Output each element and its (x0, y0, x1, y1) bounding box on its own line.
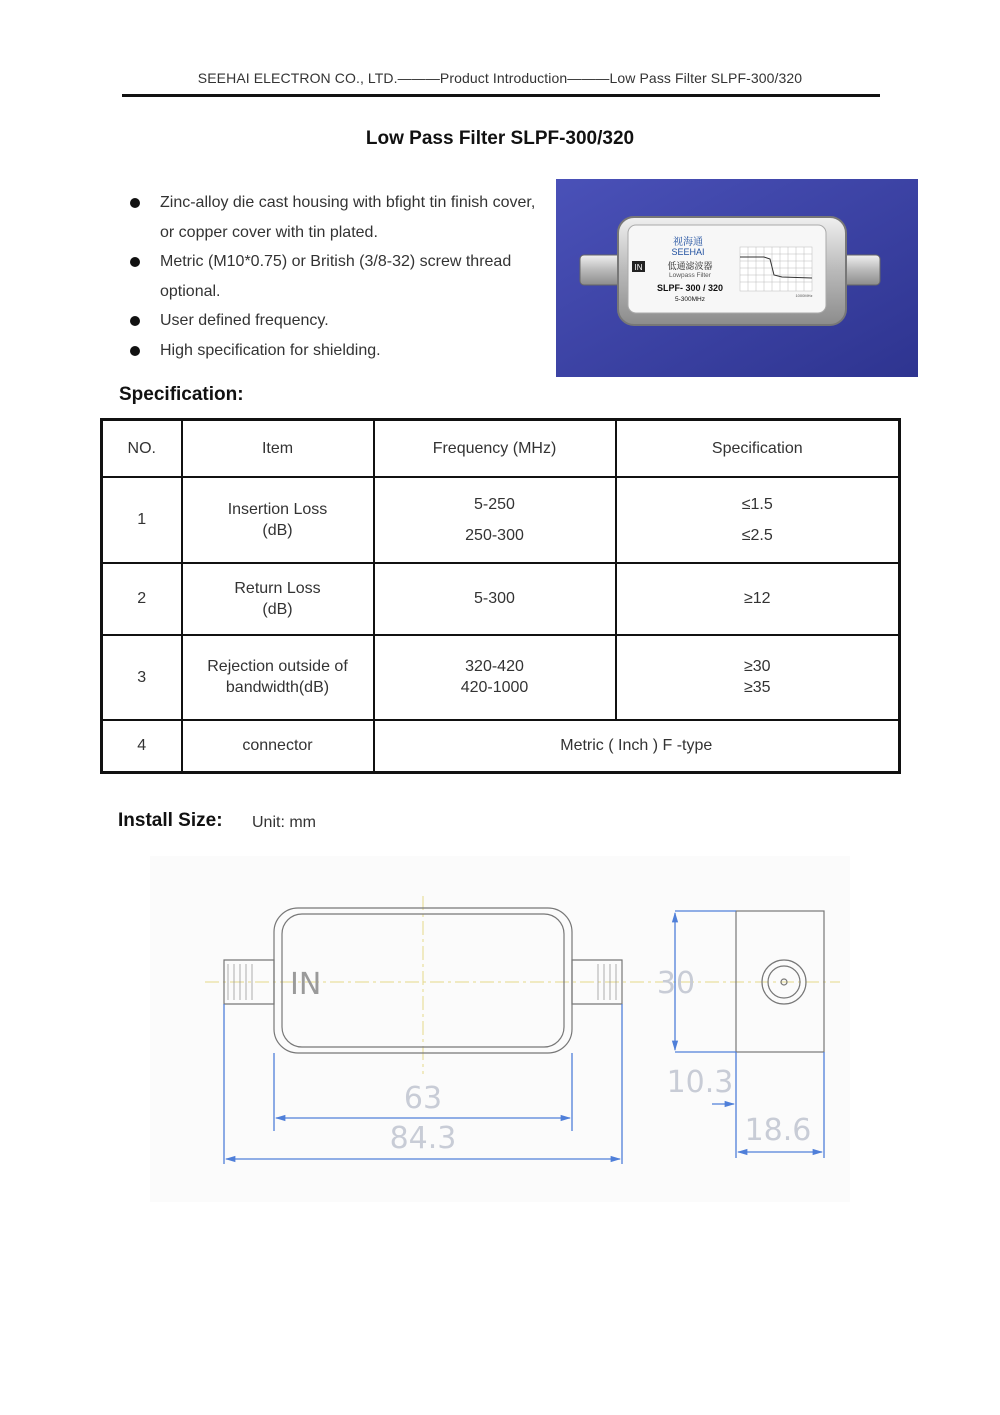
drawing-port-label: IN (290, 967, 322, 1002)
spec-value: ≥30 (743, 658, 771, 675)
row-number: 1 (102, 477, 182, 563)
feature-text: Metric (M10*0.75) or British (3/8-32) screw thread optional. (160, 253, 512, 300)
dim-total-length: 84.3 (389, 1121, 457, 1156)
install-unit: Unit: mm (252, 814, 316, 831)
spec-value: ≤1.5 (741, 495, 773, 513)
table-row (102, 477, 900, 563)
product-photo (556, 179, 918, 377)
feature-item (130, 188, 540, 247)
row-connector-type: Metric ( Inch ) F -type (374, 720, 900, 773)
photo-brand-cn: 视海通 (673, 237, 703, 248)
row-number: 2 (102, 563, 182, 635)
table-row (102, 720, 900, 773)
photo-left-connector (580, 255, 622, 285)
photo-model: SLPF- 300 / 320 (656, 283, 724, 293)
feature-text: Zinc-alloy die cast housing with bfight tin finish cover, or copper cover with tin plated. (160, 194, 536, 241)
row-frequency (374, 635, 616, 720)
dim-body-length: 63 (403, 1081, 443, 1116)
row-item: Insertion Loss (dB) (182, 477, 374, 563)
column-header: Item (182, 420, 374, 477)
spec-value: ≥12 (743, 590, 771, 607)
photo-name-cn: 低通滤波器 (667, 262, 713, 272)
row-spec (616, 563, 900, 635)
frequency-value: 420-1000 (460, 679, 529, 696)
feature-text: High specification for shielding. (160, 341, 381, 359)
photo-graph-label: 1000MHz (795, 293, 813, 298)
feature-list (130, 188, 540, 365)
feature-item (130, 247, 540, 306)
header-rule (122, 94, 880, 97)
photo-name-en: Lowpass Filter (669, 272, 711, 279)
frequency-value: 320-420 (465, 658, 524, 675)
spec-value: ≥35 (743, 679, 771, 696)
dim-width: 18.6 (744, 1113, 812, 1148)
row-number: 4 (102, 720, 182, 773)
frequency-value: 5-250 (474, 495, 515, 513)
frequency-value: 5-300 (474, 590, 515, 607)
bullet-icon (130, 316, 140, 326)
install-heading: Install Size: (118, 810, 223, 831)
page-title: Low Pass Filter SLPF-300/320 (365, 128, 635, 149)
photo-brand: SEEHAI (671, 247, 705, 257)
table-row (102, 635, 900, 720)
header-text: SEEHAI ELECTRON CO., LTD.———Product Introduction———Low Pass Filter SLPF-300/320 (197, 70, 803, 86)
photo-range: 5-300MHz (675, 296, 705, 303)
photo-response-graph (740, 247, 812, 291)
column-header: Specification (616, 420, 900, 477)
feature-item (130, 306, 540, 336)
install-drawing (150, 856, 850, 1202)
feature-item (130, 336, 540, 366)
row-frequency (374, 563, 616, 635)
row-item: connector (182, 720, 374, 773)
photo-port-label: IN (634, 263, 643, 272)
spec-table (100, 418, 901, 774)
bullet-icon (130, 257, 140, 267)
spec-heading: Specification: (119, 384, 244, 405)
column-header: Frequency (MHz) (374, 420, 616, 477)
spec-value: ≤2.5 (741, 526, 773, 544)
column-header: NO. (102, 420, 182, 477)
row-item: Return Loss (dB) (182, 563, 374, 635)
feature-text: User defined frequency. (160, 312, 329, 329)
bullet-icon (130, 198, 140, 208)
frequency-value: 250-300 (465, 526, 524, 544)
table-header-row (102, 420, 900, 477)
row-item: Rejection outside of bandwidth(dB) (182, 635, 374, 720)
row-frequency (374, 477, 616, 563)
dim-height: 30 (656, 966, 696, 1001)
row-spec (616, 477, 900, 563)
bullet-icon (130, 346, 140, 356)
table-row (102, 563, 900, 635)
dim-depth: 10.3 (666, 1065, 734, 1100)
row-number: 3 (102, 635, 182, 720)
row-spec (616, 635, 900, 720)
